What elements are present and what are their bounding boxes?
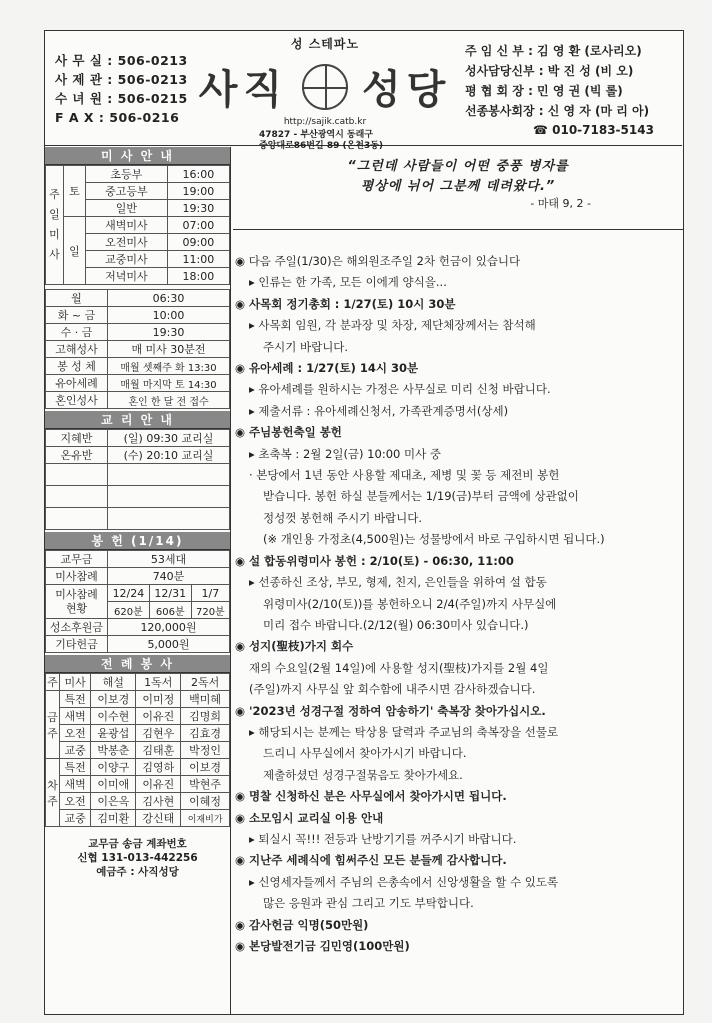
notice-line: ◉ 주님봉헌축일 봉헌 <box>235 425 342 440</box>
notice-line: 드리니 사무실에서 찾아가시기 바랍니다. <box>263 746 467 761</box>
patron-name: 성 스테파노 <box>290 37 360 51</box>
table-cell: 혼인성사 <box>46 392 108 409</box>
table-cell: 해설 <box>91 674 136 691</box>
table-cell: 120,000원 <box>108 619 230 636</box>
table-cell: 백미혜 <box>181 691 230 708</box>
quote-reference: - 마태 9, 2 - <box>530 197 591 210</box>
notice-line: ▸ 제출서류 : 유아세례신청서, 가족관계증명서(상세) <box>249 403 509 418</box>
table-cell: 박봉춘 <box>91 742 136 759</box>
table-cell: 16:00 <box>167 166 229 183</box>
duty-title: 전 례 봉 사 <box>45 655 230 673</box>
notice-line: ▸ 퇴실시 꼭!!! 전등과 난방기기를 꺼주시기 바랍니다. <box>249 831 517 846</box>
staff-pastor: 주 임 신 부 : 김 영 환 (로사리오) <box>465 44 642 58</box>
notice-line: · 본당에서 1년 동안 사용할 제대초, 제병 및 꽃 등 제전비 봉헌 <box>249 468 560 483</box>
table-cell: 18:00 <box>167 268 229 285</box>
table-cell: 이보경 <box>181 759 230 776</box>
notice-line: ▸ 초축복 : 2월 2일(금) 10:00 미사 중 <box>249 446 441 461</box>
table-cell: 박정인 <box>181 742 230 759</box>
table-cell: 일반 <box>86 200 168 217</box>
table-cell: 주 <box>46 674 60 691</box>
table-cell: 53세대 <box>108 551 230 568</box>
table-cell: 12/24 <box>108 585 150 602</box>
notice-line: ◉ 소모임시 교리실 이용 안내 <box>235 810 384 825</box>
bulletin <box>44 30 684 1015</box>
table-cell: 김사현 <box>136 793 181 810</box>
staff-service: 선종봉사회장 : 신 영 자 (마 리 아) <box>465 104 650 118</box>
quote-box <box>235 149 681 211</box>
notice-line: ▸ 사목회 임원, 각 분과장 및 차장, 제단체장께서는 참석해 <box>249 318 536 333</box>
attendance-label-2: 현황 <box>65 601 88 615</box>
table-cell: (일) 09:30 교리실 <box>108 430 230 447</box>
table-cell: 김효경 <box>181 725 230 742</box>
table-cell: 이유진 <box>136 776 181 793</box>
account-line: 신협 131-013-442256 <box>77 852 198 864</box>
notice-line: ▸ 해당되시는 분께는 탁상용 달력과 주교님의 축복장을 선물로 <box>249 724 559 739</box>
table-cell: 오전미사 <box>86 234 168 251</box>
account-line: 교무금 송금 계좌번호 <box>88 838 187 850</box>
table-cell: 중고등부 <box>86 183 168 200</box>
notice-line: ◉ 다음 주일(1/30)은 해외원조주일 2차 헌금이 있습니다 <box>235 254 521 268</box>
notice-line: ◉ 본당발전기금 김민영(100만원) <box>235 939 410 953</box>
notice-line: ◉ 명찰 신청하신 분은 사무실에서 찾아가시면 됩니다. <box>235 789 507 804</box>
table-cell: 매월 마지막 토 14:30 <box>108 375 230 392</box>
notice-line: ◉ 지난주 세례식에 힘써주신 모든 분들께 감사합니다. <box>235 853 507 868</box>
table-cell: 기타헌금 <box>46 636 108 653</box>
table-cell: 12/31 <box>149 585 191 602</box>
notice-line: 미리 접수 바랍니다.(2/12(월) 06:30미사 있습니다.) <box>263 617 529 632</box>
header <box>45 31 682 151</box>
table-cell: 새벽미사 <box>86 217 168 234</box>
table-cell: 07:00 <box>167 217 229 234</box>
table-cell: 오전 <box>60 793 91 810</box>
table-cell: 고해성사 <box>46 341 108 358</box>
quote-line2: 평상에 뉘어 그분께 데려왔다.” <box>360 179 556 194</box>
table-cell: 이혜정 <box>181 793 230 810</box>
duty-table <box>45 673 230 827</box>
table-cell: 606분 <box>149 602 191 619</box>
left-column <box>45 147 231 1014</box>
table-cell: 19:00 <box>167 183 229 200</box>
table-cell: 이수현 <box>91 708 136 725</box>
notice-line: 위령미사(2/10(토))를 봉헌하오니 2/4(주일)까지 사무실에 <box>263 596 557 611</box>
sat-label: 토 <box>64 166 86 217</box>
notice-line: 많은 응원과 관심 그리고 기도 부탁합니다. <box>263 896 474 911</box>
table-cell <box>46 508 108 530</box>
address-line1: 47827 - 부산광역시 동래구 <box>259 130 373 140</box>
offering-title: 봉 헌 (1/14) <box>45 532 230 550</box>
notice-line: 주시기 바랍니다. <box>263 339 349 354</box>
table-cell: 김미환 <box>91 810 136 827</box>
staff-list <box>465 41 649 121</box>
table-cell: 교중 <box>60 742 91 759</box>
table-cell: 미사참례 <box>46 568 108 585</box>
table-cell: 월 <box>46 290 108 307</box>
notice-line: (주일)까지 사무실 앞 회수함에 내주시면 감사하겠습니다. <box>249 682 536 697</box>
notice-line: ▸ 선종하신 조상, 부모, 형제, 친지, 은인들을 위하여 설 합동 <box>249 575 547 590</box>
table-cell: 620분 <box>108 602 150 619</box>
table-cell: 강신태 <box>136 810 181 827</box>
attendance-label <box>46 585 108 619</box>
table-cell: 19:30 <box>108 324 230 341</box>
table-cell: 매월 셋째주 화 13:30 <box>108 358 230 375</box>
contact-fax: F A X : 506-0216 <box>55 110 180 125</box>
notice-line: ◉ '2023년 성경구절 정하여 암송하기' 축복장 찾아가십시오. <box>235 703 546 718</box>
table-cell: 박현주 <box>181 776 230 793</box>
table-cell: 교중미사 <box>86 251 168 268</box>
table-cell: 1독서 <box>136 674 181 691</box>
notice-line: ▸ 신영세자들께서 주님의 은총속에서 신앙생활을 할 수 있도록 <box>249 874 559 889</box>
notice-line: ◉ 감사헌금 익명(50만원) <box>235 917 369 932</box>
table-cell: 김명희 <box>181 708 230 725</box>
table-cell: 교중 <box>60 810 91 827</box>
table-cell: 미사 <box>60 674 91 691</box>
table-cell: 이보경 <box>91 691 136 708</box>
table-cell: 11:00 <box>167 251 229 268</box>
contact-list <box>55 51 188 127</box>
table-cell: 06:30 <box>108 290 230 307</box>
notice-line: (※ 개인용 가정초(4,500원)는 성물방에서 바로 구입하시면 됩니다.) <box>263 532 605 547</box>
table-cell: 화 ~ 금 <box>46 307 108 324</box>
table-cell: 윤광섭 <box>91 725 136 742</box>
notice-list <box>235 251 681 957</box>
table-cell: 새벽 <box>60 708 91 725</box>
notice-line: ◉ 성지(聖枝)가지 회수 <box>235 639 354 654</box>
table-cell: 혼인 한 달 전 접수 <box>108 392 230 409</box>
table-cell: 1/7 <box>191 585 229 602</box>
contact-convent: 수 녀 원 : 506-0215 <box>55 91 188 106</box>
table-cell: 봉 성 체 <box>46 358 108 375</box>
staff-council: 평 협 회 장 : 민 영 권 (빅 롤) <box>465 84 623 98</box>
notice-line: ▸ 유아세례를 원하시는 가정은 사무실로 미리 신청 바랍니다. <box>249 382 551 397</box>
table-cell: 김태훈 <box>136 742 181 759</box>
table-cell: 이양구 <box>91 759 136 776</box>
table-cell: 성소후원금 <box>46 619 108 636</box>
table-cell: 오전 <box>60 725 91 742</box>
offering-table <box>45 550 230 653</box>
table-cell: 2독서 <box>181 674 230 691</box>
table-cell <box>46 464 108 486</box>
quote-line1: “그런데 사람들이 어떤 중풍 병자를 <box>347 159 569 174</box>
notice-line: 정성껏 봉헌해 주시기 바랍니다. <box>263 510 423 525</box>
title-right: 성당 <box>362 67 452 113</box>
account-info <box>45 837 230 879</box>
table-cell <box>46 486 108 508</box>
attendance-label-1: 미사참례 <box>55 587 98 601</box>
cross-logo-icon <box>302 64 348 110</box>
contact-office: 사 무 실 : 506-0213 <box>55 53 188 68</box>
contact-rectory: 사 제 관 : 506-0213 <box>55 72 188 87</box>
mass-table <box>45 165 230 285</box>
address-line2: 중앙대로86번길 89 (온천3동) <box>259 141 384 151</box>
table-cell: 09:00 <box>167 234 229 251</box>
mass-title: 미 사 안 내 <box>45 147 230 165</box>
table-cell: 유아세례 <box>46 375 108 392</box>
divider <box>233 229 683 230</box>
table-cell: 지혜반 <box>46 430 108 447</box>
notice-line: 재의 수요일(2월 14일)에 사용할 성지(聖枝)가지를 2월 4일 <box>249 660 549 675</box>
table-cell: 이은옥 <box>91 793 136 810</box>
title-left: 사직 <box>198 67 288 113</box>
table-cell: 초등부 <box>86 166 168 183</box>
table-cell: 720분 <box>191 602 229 619</box>
notice-line: ◉ 유아세례 : 1/27(토) 14시 30분 <box>235 361 419 376</box>
notice-line: ◉ 설 합동위령미사 봉헌 : 2/10(토) - 06:30, 11:00 <box>235 553 514 568</box>
week-label: 금주 <box>46 691 60 759</box>
table-cell: 김현우 <box>136 725 181 742</box>
notice-line: 제출하셨던 성경구절묶음도 찾아가세요. <box>263 767 463 782</box>
notice-line: ▸ 인류는 한 가족, 모든 이에게 양식을... <box>249 275 447 290</box>
table-cell: 740분 <box>108 568 230 585</box>
table-cell: 10:00 <box>108 307 230 324</box>
table-cell: 19:30 <box>167 200 229 217</box>
table-cell: 김영하 <box>136 759 181 776</box>
phone-number: ☎ 010-7183-5143 <box>533 123 654 137</box>
website-link[interactable]: http://sajik.catb.kr <box>283 117 367 127</box>
table-cell: 교무금 <box>46 551 108 568</box>
table-cell: (수) 20:10 교리실 <box>108 447 230 464</box>
table-cell <box>108 486 230 508</box>
table-cell: 특전 <box>60 691 91 708</box>
table-cell: 이유진 <box>136 708 181 725</box>
table-cell: 온유반 <box>46 447 108 464</box>
notice-line: ◉ 사목회 정기총회 : 1/27(토) 10시 30분 <box>235 296 456 311</box>
table-cell: 이미애 <box>91 776 136 793</box>
class-title: 교 리 안 내 <box>45 411 230 429</box>
table-cell: 새벽 <box>60 776 91 793</box>
sunday-label: 주일미사 <box>46 166 64 285</box>
weekday-table <box>45 289 230 409</box>
week-label: 차주 <box>46 759 60 827</box>
table-cell: 매 미사 30분전 <box>108 341 230 358</box>
class-table <box>45 429 230 530</box>
account-line: 예금주 : 사직성당 <box>96 866 179 878</box>
table-cell: 이미정 <box>136 691 181 708</box>
table-cell: 특전 <box>60 759 91 776</box>
scripture-quote <box>235 157 681 197</box>
table-cell: 5,000원 <box>108 636 230 653</box>
staff-priest: 성사담당신부 : 박 진 성 (비 오) <box>465 64 634 78</box>
table-cell: 수 · 금 <box>46 324 108 341</box>
table-cell <box>108 508 230 530</box>
table-cell: 저녁미사 <box>86 268 168 285</box>
table-cell: 이재비가 <box>181 810 230 827</box>
table-cell <box>108 464 230 486</box>
sun-label: 일 <box>64 217 86 285</box>
notice-line: 받습니다. 봉헌 하실 분들께서는 1/19(금)부터 금액에 상관없이 <box>263 489 579 504</box>
masthead <box>195 35 455 152</box>
